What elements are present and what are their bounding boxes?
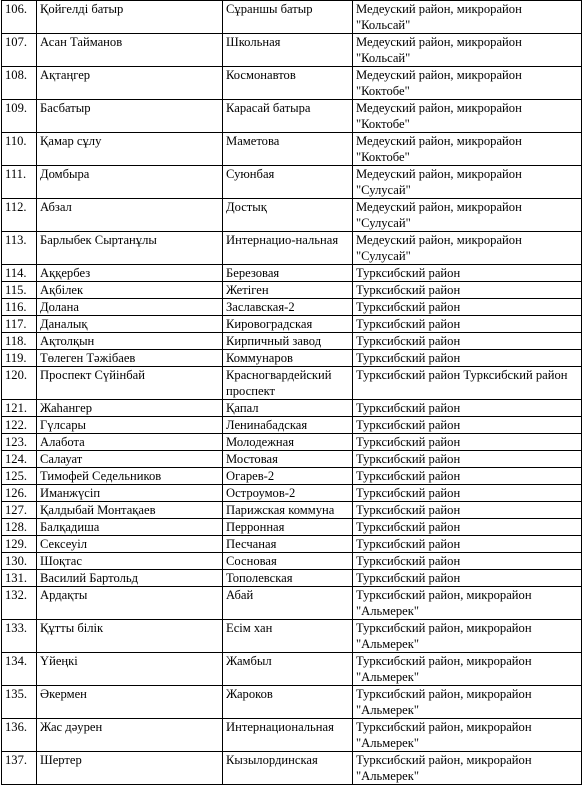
table-row	[2, 502, 582, 519]
row-number: 136.	[2, 719, 37, 752]
table-body	[2, 1, 582, 785]
new-street-name: Төлеген Тәжібаев	[37, 350, 223, 367]
row-number: 110.	[2, 133, 37, 166]
table-row	[2, 686, 582, 719]
table-row	[2, 519, 582, 536]
new-street-name: Әкермен	[37, 686, 223, 719]
table-row	[2, 719, 582, 752]
district-name: Турксибский район, микрорайон "Альмерек"	[353, 587, 582, 620]
old-street-name: Березовая	[223, 265, 353, 282]
table-row	[2, 67, 582, 100]
district-name: Турксибский район	[353, 451, 582, 468]
old-street-name: Интернациональная	[223, 719, 353, 752]
row-number: 123.	[2, 434, 37, 451]
new-street-name: Қойгелді батыр	[37, 1, 223, 34]
table-row	[2, 653, 582, 686]
table-row	[2, 232, 582, 265]
old-street-name: Красногвардейский проспект	[223, 367, 353, 400]
row-number: 107.	[2, 34, 37, 67]
district-name: Медеуский район, микрорайон "Кольсай"	[353, 34, 582, 67]
district-name: Турксибский район	[353, 282, 582, 299]
old-street-name: Сосновая	[223, 553, 353, 570]
row-number: 128.	[2, 519, 37, 536]
row-number: 116.	[2, 299, 37, 316]
row-number: 127.	[2, 502, 37, 519]
new-street-name: Шоқтас	[37, 553, 223, 570]
row-number: 117.	[2, 316, 37, 333]
new-street-name: Құтты білік	[37, 620, 223, 653]
table-row	[2, 1, 582, 34]
old-street-name: Жамбыл	[223, 653, 353, 686]
new-street-name: Жас дәурен	[37, 719, 223, 752]
district-name: Медеуский район, микрорайон "Коктобе"	[353, 100, 582, 133]
old-street-name: Заславская-2	[223, 299, 353, 316]
row-number: 108.	[2, 67, 37, 100]
row-number: 113.	[2, 232, 37, 265]
new-street-name: Балқадиша	[37, 519, 223, 536]
row-number: 120.	[2, 367, 37, 400]
old-street-name: Остроумов-2	[223, 485, 353, 502]
table-row	[2, 350, 582, 367]
row-number: 124.	[2, 451, 37, 468]
row-number: 135.	[2, 686, 37, 719]
table-row	[2, 620, 582, 653]
district-name: Турксибский район	[353, 485, 582, 502]
district-name: Турксибский район	[353, 468, 582, 485]
table-row	[2, 133, 582, 166]
new-street-name: Тимофей Седельников	[37, 468, 223, 485]
row-number: 130.	[2, 553, 37, 570]
new-street-name: Жаһангер	[37, 400, 223, 417]
row-number: 118.	[2, 333, 37, 350]
old-street-name: Мостовая	[223, 451, 353, 468]
district-name: Турксибский район	[353, 434, 582, 451]
new-street-name: Үйеңкі	[37, 653, 223, 686]
table-row	[2, 400, 582, 417]
row-number: 106.	[2, 1, 37, 34]
table-row	[2, 468, 582, 485]
street-rename-table	[1, 0, 582, 785]
table-row	[2, 265, 582, 282]
district-name: Турксибский район	[353, 519, 582, 536]
district-name: Медеуский район, микрорайон "Сулусай"	[353, 199, 582, 232]
table-row	[2, 100, 582, 133]
table-row	[2, 367, 582, 400]
district-name: Турксибский район, микрорайон "Альмерек"	[353, 653, 582, 686]
table-row	[2, 536, 582, 553]
new-street-name: Шертер	[37, 752, 223, 785]
old-street-name: Коммунаров	[223, 350, 353, 367]
district-name: Медеуский район, микрорайон "Коктобе"	[353, 133, 582, 166]
row-number: 125.	[2, 468, 37, 485]
old-street-name: Кызылординская	[223, 752, 353, 785]
new-street-name: Басбатыр	[37, 100, 223, 133]
old-street-name: Кировоградская	[223, 316, 353, 333]
table-row	[2, 570, 582, 587]
row-number: 131.	[2, 570, 37, 587]
new-street-name: Қалдыбай Монтақаев	[37, 502, 223, 519]
new-street-name: Ақтаңгер	[37, 67, 223, 100]
row-number: 122.	[2, 417, 37, 434]
row-number: 137.	[2, 752, 37, 785]
old-street-name: Космонавтов	[223, 67, 353, 100]
old-street-name: Сұраншы батыр	[223, 1, 353, 34]
new-street-name: Абзал	[37, 199, 223, 232]
table-row	[2, 417, 582, 434]
new-street-name: Алабота	[37, 434, 223, 451]
row-number: 132.	[2, 587, 37, 620]
district-name: Турксибский район	[353, 417, 582, 434]
old-street-name: Молодежная	[223, 434, 353, 451]
old-street-name: Кирпичный завод	[223, 333, 353, 350]
old-street-name: Карасай батыра	[223, 100, 353, 133]
district-name: Турксибский район	[353, 316, 582, 333]
table-row	[2, 333, 582, 350]
table-row	[2, 587, 582, 620]
new-street-name: Ақбілек	[37, 282, 223, 299]
old-street-name: Перронная	[223, 519, 353, 536]
old-street-name: Абай	[223, 587, 353, 620]
district-name: Турксибский район	[353, 536, 582, 553]
district-name: Турксибский район	[353, 350, 582, 367]
table-row	[2, 553, 582, 570]
row-number: 112.	[2, 199, 37, 232]
district-name: Турксибский район	[353, 299, 582, 316]
new-street-name: Даналық	[37, 316, 223, 333]
new-street-name: Аққербез	[37, 265, 223, 282]
new-street-name: Гүлсары	[37, 417, 223, 434]
table-row	[2, 199, 582, 232]
table-row	[2, 299, 582, 316]
row-number: 115.	[2, 282, 37, 299]
district-name: Турксибский район, микрорайон "Альмерек"	[353, 752, 582, 785]
district-name: Турксибский район	[353, 570, 582, 587]
new-street-name: Долана	[37, 299, 223, 316]
old-street-name: Қапал	[223, 400, 353, 417]
new-street-name: Қамар сұлу	[37, 133, 223, 166]
new-street-name: Иманжүсіп	[37, 485, 223, 502]
district-name: Медеуский район, микрорайон "Сулусай"	[353, 166, 582, 199]
district-name: Турксибский район, микрорайон "Альмерек"	[353, 719, 582, 752]
table-row	[2, 316, 582, 333]
new-street-name: Ардақты	[37, 587, 223, 620]
old-street-name: Есім хан	[223, 620, 353, 653]
old-street-name: Огарев-2	[223, 468, 353, 485]
old-street-name: Тополевская	[223, 570, 353, 587]
row-number: 109.	[2, 100, 37, 133]
old-street-name: Маметова	[223, 133, 353, 166]
row-number: 121.	[2, 400, 37, 417]
row-number: 134.	[2, 653, 37, 686]
district-name: Турксибский район, микрорайон "Альмерек"	[353, 686, 582, 719]
new-street-name: Проспект Сүйінбай	[37, 367, 223, 400]
row-number: 119.	[2, 350, 37, 367]
district-name: Турксибский район	[353, 400, 582, 417]
new-street-name: Василий Бартольд	[37, 570, 223, 587]
old-street-name: Школьная	[223, 34, 353, 67]
table-row	[2, 166, 582, 199]
district-name: Медеуский район, микрорайон "Коктобе"	[353, 67, 582, 100]
old-street-name: Жетіген	[223, 282, 353, 299]
old-street-name: Песчаная	[223, 536, 353, 553]
new-street-name: Домбыра	[37, 166, 223, 199]
old-street-name: Ленинабадская	[223, 417, 353, 434]
district-name: Турксибский район, микрорайон "Альмерек"	[353, 620, 582, 653]
district-name: Турксибский район	[353, 502, 582, 519]
district-name: Турксибский район Турксибский район	[353, 367, 582, 400]
row-number: 111.	[2, 166, 37, 199]
new-street-name: Салауат	[37, 451, 223, 468]
district-name: Турксибский район	[353, 553, 582, 570]
new-street-name: Ақтолқын	[37, 333, 223, 350]
table-row	[2, 451, 582, 468]
old-street-name: Парижская коммуна	[223, 502, 353, 519]
old-street-name: Суюнбая	[223, 166, 353, 199]
district-name: Медеуский район, микрорайон "Сулусай"	[353, 232, 582, 265]
table-row	[2, 485, 582, 502]
table-row	[2, 434, 582, 451]
row-number: 133.	[2, 620, 37, 653]
new-street-name: Сексеуіл	[37, 536, 223, 553]
old-street-name: Интернацио-нальная	[223, 232, 353, 265]
table-row	[2, 34, 582, 67]
district-name: Турксибский район	[353, 265, 582, 282]
old-street-name: Достық	[223, 199, 353, 232]
new-street-name: Барлыбек Сыртанұлы	[37, 232, 223, 265]
old-street-name: Жароков	[223, 686, 353, 719]
table-row	[2, 752, 582, 785]
row-number: 114.	[2, 265, 37, 282]
district-name: Турксибский район	[353, 333, 582, 350]
district-name: Медеуский район, микрорайон "Кольсай"	[353, 1, 582, 34]
new-street-name: Асан Тайманов	[37, 34, 223, 67]
row-number: 126.	[2, 485, 37, 502]
row-number: 129.	[2, 536, 37, 553]
table-row	[2, 282, 582, 299]
